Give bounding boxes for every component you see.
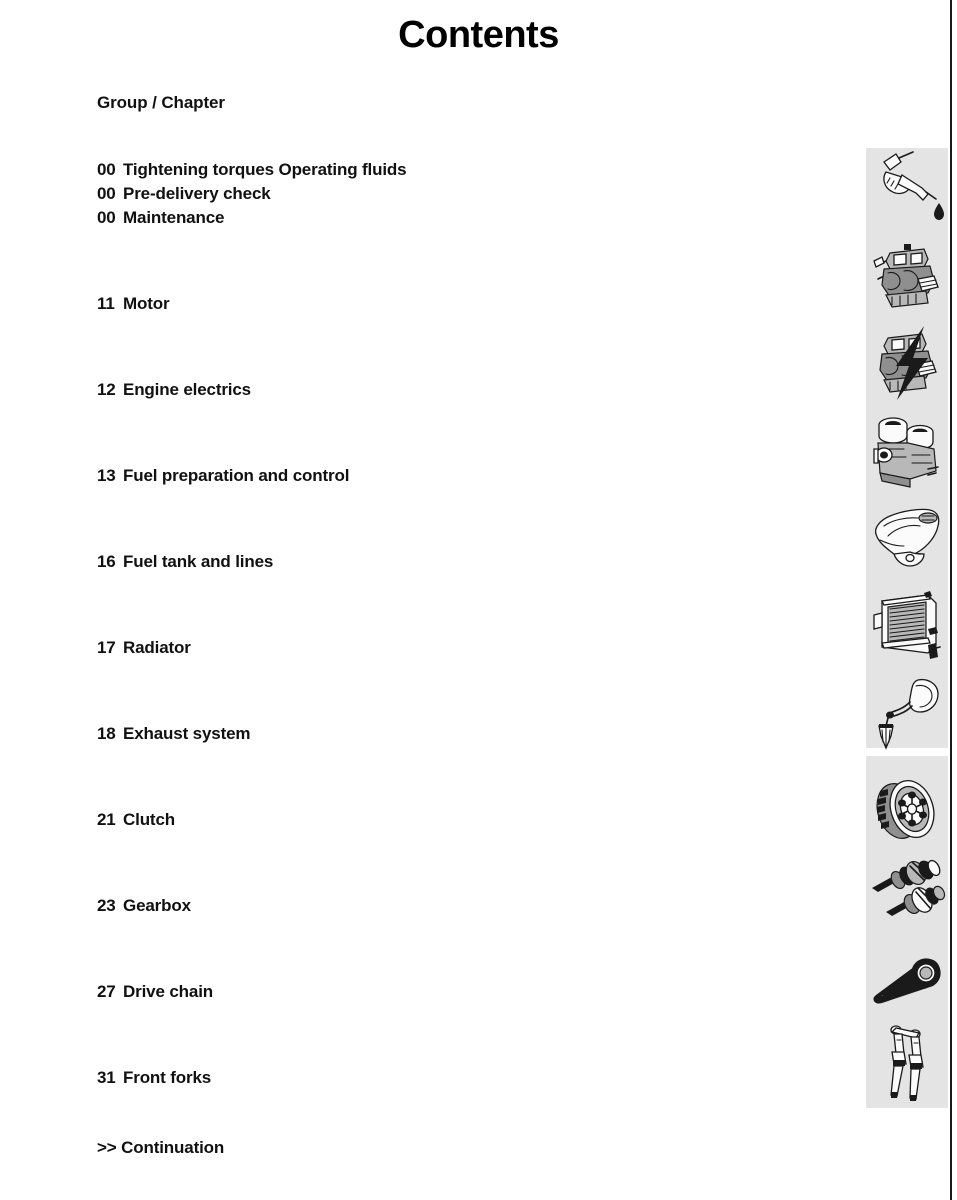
toc-entry-label: Maintenance: [123, 208, 225, 227]
column-heading: Group / Chapter: [97, 93, 225, 112]
toc-entry-label: Fuel preparation and control: [123, 466, 350, 485]
toc-entry-16-fuel-tank[interactable]: [97, 550, 797, 574]
toc-entry-code: 00: [97, 208, 116, 227]
toc-entry-code: 21: [97, 810, 116, 829]
toc-entry-27-drive-chain[interactable]: [97, 980, 797, 1004]
toc-entry-label: Tightening torques Operating fluids: [123, 160, 407, 179]
icon-strip: [866, 148, 948, 1108]
toc-entry-label: Radiator: [123, 638, 191, 657]
toc-entry-code: 18: [97, 724, 116, 743]
drive-chain-icon: [866, 939, 948, 1026]
toc-entry-31-front-forks[interactable]: [97, 1066, 797, 1090]
toc-entry-code: 11: [97, 294, 115, 313]
clutch-icon: [866, 765, 948, 852]
toc-entry-code: 00: [97, 184, 116, 203]
toc-entry-18-exhaust-system[interactable]: [97, 722, 797, 746]
page-edge-rule: [950, 0, 952, 1200]
page-title: Contents: [398, 14, 559, 56]
toc-entry-11-motor[interactable]: [97, 292, 797, 316]
gearbox-icon: [866, 852, 948, 939]
toc-entry-label: Motor: [123, 294, 170, 313]
toc-entry-code: 27: [97, 982, 116, 1001]
oil-can-icon: [866, 148, 948, 235]
toc-entry-label: Engine electrics: [123, 380, 251, 399]
toc-entry-label: Fuel tank and lines: [123, 552, 274, 571]
engine-electrics-icon: [866, 322, 948, 409]
toc-entry-23-gearbox[interactable]: [97, 894, 797, 918]
toc-entry-code: 17: [97, 638, 116, 657]
toc-entry-code: 16: [97, 552, 116, 571]
radiator-icon: [866, 583, 948, 670]
toc-entry-label: Front forks: [123, 1068, 212, 1087]
front-forks-icon: [866, 1020, 948, 1107]
toc-entry-17-radiator[interactable]: [97, 636, 797, 660]
engine-icon: [866, 235, 948, 322]
toc-entry-code: 13: [97, 466, 116, 485]
toc-entry-00-tightening-torques[interactable]: [97, 158, 797, 182]
toc-entry-00-maintenance[interactable]: [97, 206, 797, 230]
toc-entry-label: Clutch: [123, 810, 175, 829]
toc-entry-12-engine-electrics[interactable]: [97, 378, 797, 402]
fuel-tank-icon: [866, 496, 948, 583]
toc-entry-code: 23: [97, 896, 116, 915]
toc-entry-21-clutch[interactable]: [97, 808, 797, 832]
toc-entry-code: 31: [97, 1068, 116, 1087]
toc-entry-00-pre-delivery-check[interactable]: [97, 182, 797, 206]
toc-entry-label: Pre-delivery check: [123, 184, 271, 203]
carburetor-icon: [866, 409, 948, 496]
continuation-link[interactable]: >> Continuation: [97, 1138, 225, 1157]
exhaust-icon: [866, 670, 948, 757]
toc-entry-label: Gearbox: [123, 896, 191, 915]
toc-entry-13-fuel-preparation[interactable]: [97, 464, 797, 488]
toc-entry-label: Exhaust system: [123, 724, 251, 743]
toc-entry-code: 12: [97, 380, 116, 399]
toc-entry-label: Drive chain: [123, 982, 213, 1001]
toc-entry-code: 00: [97, 160, 116, 179]
contents-list: [97, 158, 797, 1090]
